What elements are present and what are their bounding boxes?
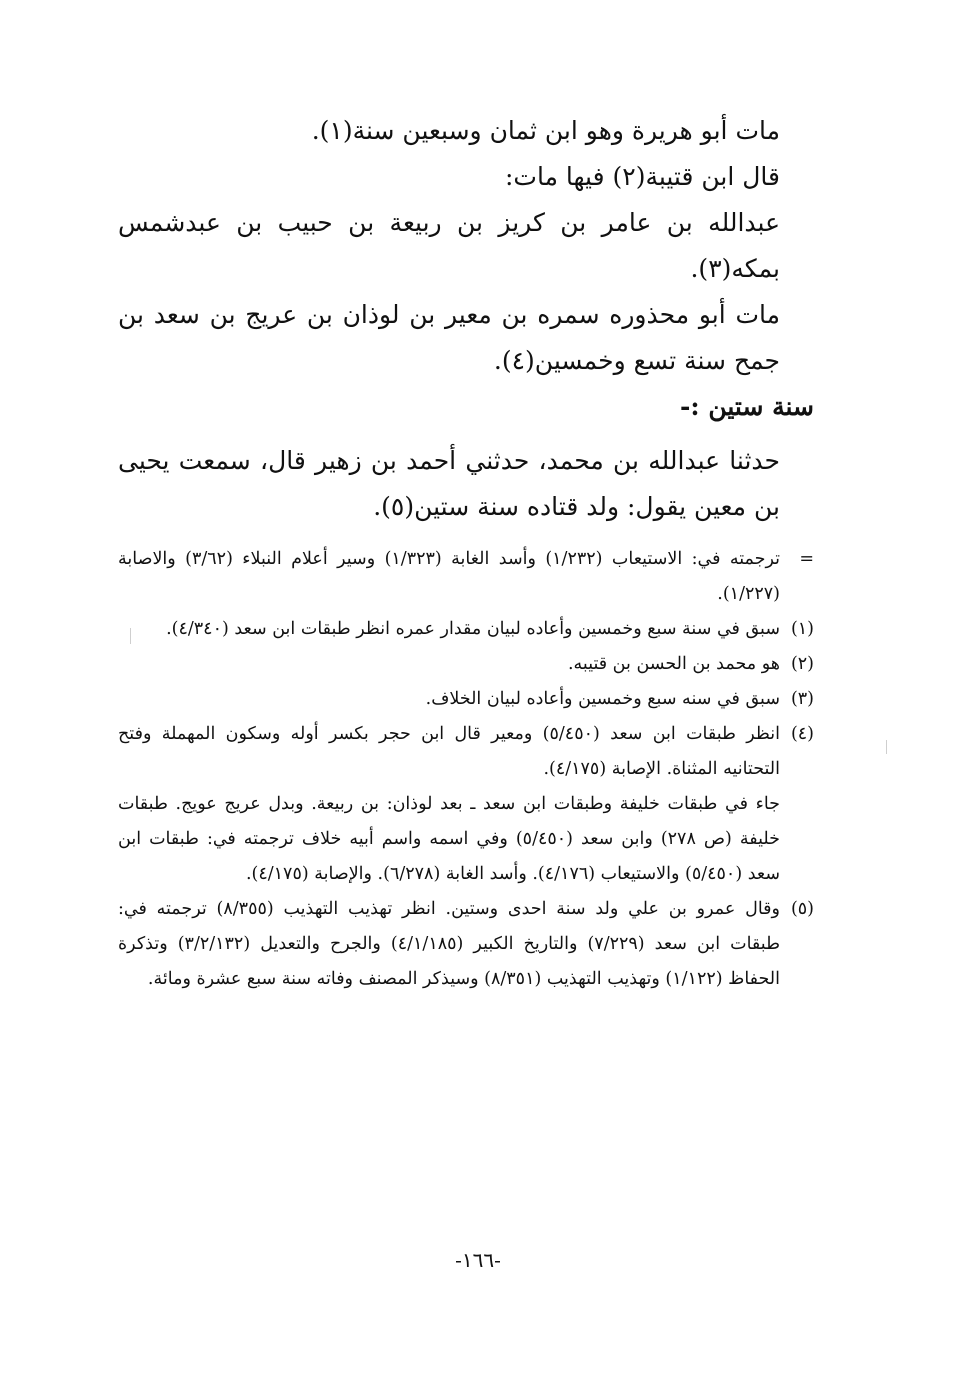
main-text — [118, 108, 814, 530]
footnote-5 — [118, 892, 814, 997]
section-heading-year-sixty: سنة ستين :- — [680, 392, 814, 421]
footnote-2 — [118, 647, 814, 682]
footnote-number: (٤) — [790, 724, 814, 744]
footnote-continuation-text: ترجمته في: الاستيعاب (١/٢٣٢) وأسد الغابة (١/٣٢٣) وسير أعلام النبلاء (٣/٦٢) والاصابة (١/٢٢٧). — [118, 549, 780, 604]
footnote-number: (٣) — [790, 689, 814, 709]
footnote-4 — [118, 717, 814, 787]
footnote-number: (٥) — [790, 899, 814, 919]
footnote-text: سبق في سنه سبع وخمسين وأعاده لبيان الخلاف. — [425, 689, 780, 709]
footnote-text: جاء في طبقات خليفة وطبقات ابن سعد ـ بعد لوذان: بن ربيعة. وبدل عريج عويج. طبقات خليفة (ص ٢٧٨) وابن سعد (٥/٤٥٠) وفي اسمه واسم أبيه خلاف ترجمته في: طبقات ابن سعد (٥/٤٥٠) والاستيعاب (٤/١٧٦). وأسد الغابة (٦/٢٧٨). والإصابة (٤/١٧٥). — [118, 794, 780, 884]
footnotes — [118, 542, 814, 997]
footnote-3 — [118, 682, 814, 717]
page-body — [118, 108, 814, 997]
paragraph-abu-mahdhura: مات أبو محذوره سمره بن معير بن لوذان بن عريج بن سعد بن جمح سنة تسع وخمسين(٤). — [118, 300, 780, 375]
paragraph-abu-hurayra: مات أبو هريرة وهو ابن ثمان وسبعين سنة(١). — [311, 116, 780, 145]
footnote-text: وقال عمرو بن علي ولد سنة احدى وستين. انظر تهذيب التهذيب (٨/٣٥٥) ترجمته في: طبقات ابن سعد (٧/٢٢٩) والتاريخ الكبير (٤/١/١٨٥) والجرح والتعديل (٣/٢/١٣٢) وتذكرة الحفاظ (١/١٢٢) وتهذيب التهذيب (٨/٣٥١) وسيذكر المصنف وفاته سنة سبع عشرة ومائة. — [118, 899, 780, 989]
continuation-mark: = — [799, 549, 814, 569]
footnote-number: (١) — [790, 619, 814, 639]
paragraph-qatada-birth: حدثنا عبدالله بن محمد، حدثني أحمد بن زهير قال، سمعت يحيى بن معين يقول: ولد قتاده سنة ستين(٥). — [118, 446, 780, 521]
page-number: -١٦٦- — [455, 1248, 501, 1272]
margin-line-right — [886, 740, 887, 754]
footnote-text: سبق في سنة سبع وخمسين وأعاده لبيان مقدار عمره انظر طبقات ابن سعد (٤/٣٤٠). — [166, 619, 780, 639]
footnote-continuation — [118, 542, 814, 612]
footnote-number: (٢) — [790, 654, 814, 674]
paragraph-ibn-qutayba: قال ابن قتيبة(٢) فيها مات: — [505, 162, 780, 191]
footnote-text: هو محمد بن الحسن بن قتيبه. — [567, 654, 780, 674]
footnote-1 — [118, 612, 814, 647]
footnote-4-additional — [118, 787, 814, 892]
paragraph-abdullah-ibn-amir: عبدالله بن عامر بن كريز بن ربيعة بن حبيب بن عبدشمس بمكه(٣). — [118, 208, 780, 283]
margin-line-left — [130, 628, 131, 644]
footnote-text: انظر طبقات ابن سعد (٥/٤٥٠) ومعير قال ابن حجر بكسر أوله وسكون المهملة وفتح التحتانيه المثناة. الإصابة (٤/١٧٥). — [118, 724, 780, 779]
